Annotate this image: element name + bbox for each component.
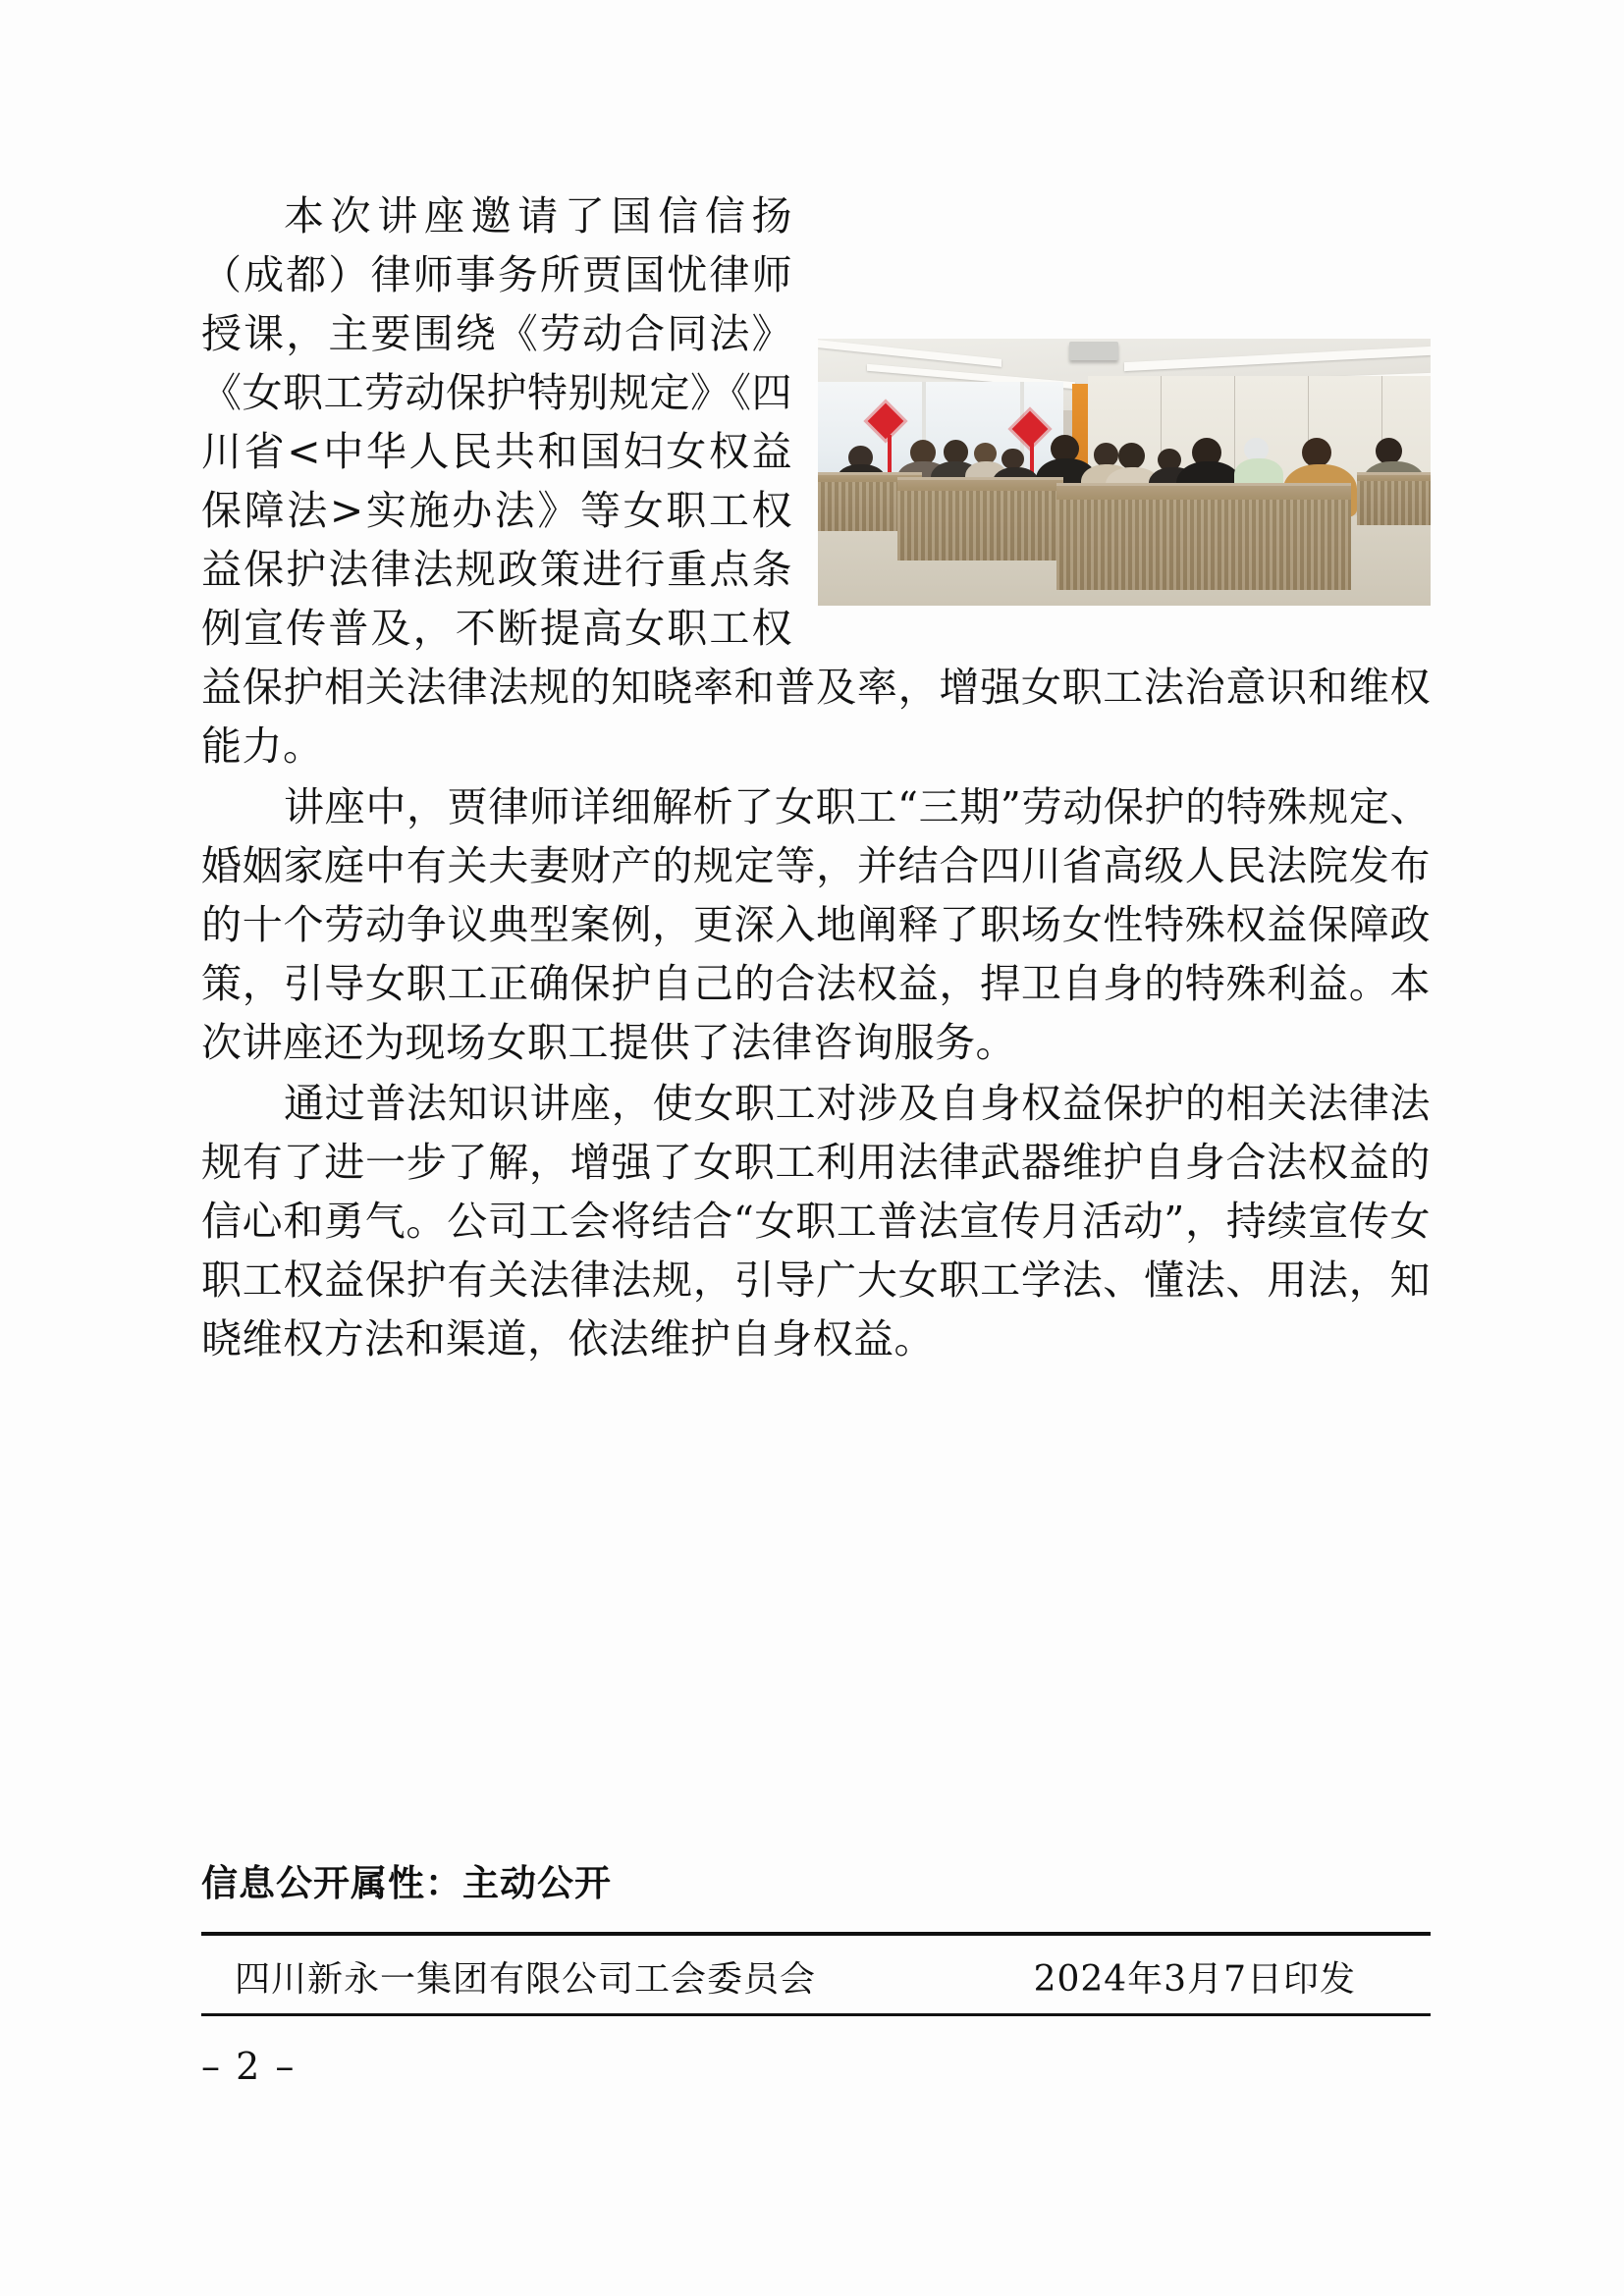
- photo-conference-table-mid: [897, 477, 1062, 560]
- paragraph-2: 讲座中，贾律师详细解析了女职工“三期”劳动保护的特殊规定、婚姻家庭中有关夫妻财产的规定等，并结合四川省高级人民法院发布的十个劳动争议典型案例，更深入地阐释了职场女性特殊权益保障政策，引导女职工正确保护自己的合法权益，捍卫自身的特殊利益。本次讲座还为现场女职工提供了法律咨询服务。: [201, 783, 1431, 1066]
- paragraph-1: 本次讲座邀请了国信信扬（成都）律师事务所贾国忧律师授课，主要围绕《劳动合同法》《女职工劳动保护特别规定》《四川省<中华人民共和国妇女权益保障法>实施办法》等女职工权益保护法律法规政策进行重点条例宣传普及，不断提高女职工权益保护相关法律法规的知晓率和普及率，增强女职工法治意识和维权能力。: [201, 192, 1431, 770]
- disclosure-attribute: 信息公开属性：主动公开: [201, 1862, 612, 1904]
- photo-projector: [1069, 342, 1118, 360]
- photo-conference-table-right: [1357, 472, 1431, 525]
- document-body: [201, 187, 1431, 1370]
- photo-figure: [818, 339, 1431, 606]
- issuer-name: 四川新永一集团有限公司工会委员会: [235, 1959, 817, 2000]
- issuer-row: [201, 1936, 1431, 2013]
- photo-conference-table-front: [1056, 483, 1351, 590]
- photo-attendee-head: [1001, 449, 1023, 470]
- photo-attendee-head: [1094, 443, 1118, 466]
- photo-attendee-head: [1302, 438, 1331, 467]
- footer-rule-bottom: [201, 2013, 1431, 2016]
- issue-date: 2024年3月7日印发: [1033, 1959, 1356, 2000]
- document-footer: [201, 1853, 1431, 2016]
- page-number: – 2 –: [201, 2045, 297, 2088]
- photo-attendee-head: [1376, 438, 1402, 464]
- paragraph-3: 通过普法知识讲座，使女职工对涉及自身权益保护的相关法律法规有了进一步了解，增强了女职工利用法律武器维护自身合法权益的信心和勇气。公司工会将结合“女职工普法宣传月活动”，持续宣传女职工权益保护有关法律法规，引导广大女职工学法、懂法、用法，知晓维权方法和渠道，依法维护自身权益。: [201, 1080, 1431, 1362]
- conference-room-photo: [818, 339, 1431, 606]
